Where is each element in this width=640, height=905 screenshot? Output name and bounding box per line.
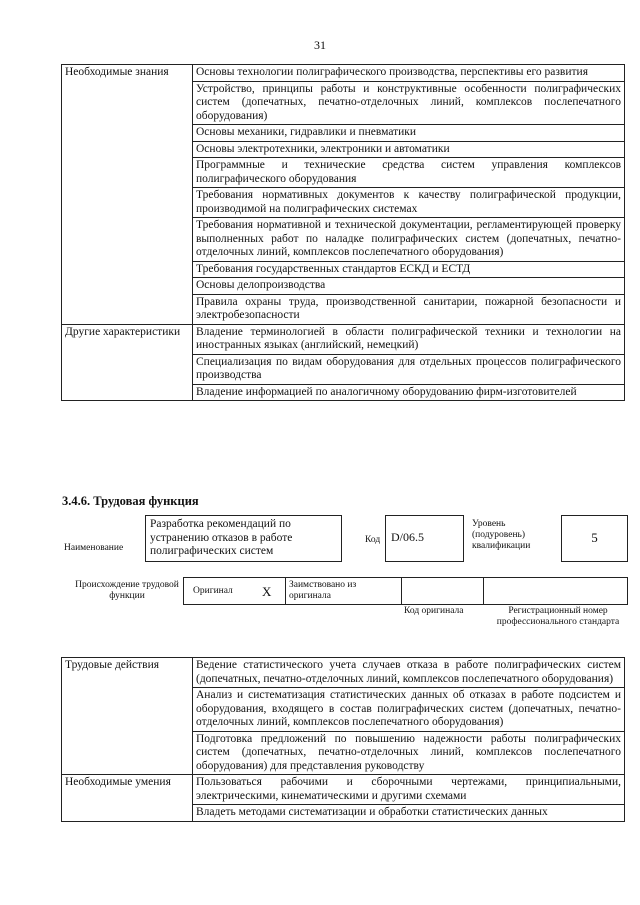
reg-number-label: Регистрационный номер профессионального стандарта — [496, 606, 620, 627]
table-cell: Подготовка предложений по повышению надежности работы полиграфических систем (допечатных, печатно-отделочных линий, комплексов послепечатного оборудования) для представления руководству — [193, 731, 625, 775]
row-label-actions: Трудовые действия — [62, 658, 193, 775]
table-row — [62, 658, 625, 688]
borrowed-cell — [285, 577, 402, 605]
original-cell — [183, 577, 286, 605]
table-cell: Программные и технические средства систем управления комплексов полиграфического оборудования — [193, 158, 625, 188]
table-cell: Основы электротехники, электроники и автоматики — [193, 141, 625, 158]
page-number: 31 — [314, 38, 326, 52]
section-heading: 3.4.6. Трудовая функция — [62, 494, 199, 508]
code-value: D/06.5 — [385, 515, 464, 562]
table-cell: Правила охраны труда, производственной санитарии, пожарной безопасности и электробезопасности — [193, 294, 625, 324]
original-mark: X — [262, 584, 272, 599]
table-cell: Требования государственных стандартов ЕСКД и ЕСТД — [193, 261, 625, 278]
row-label-knowledge: Необходимые знания — [62, 65, 193, 325]
code-original-label: Код оригинала — [404, 606, 464, 616]
actions-table — [61, 657, 625, 822]
table-cell: Ведение статистического учета случаев отказа в работе полиграфических систем (допечатных, печатно-отделочных линий, комплексов послепечатного оборудования) — [193, 658, 625, 688]
borrowed-label: Заимствовано из оригинала — [289, 580, 357, 601]
level-label: Уровень (подуровень) квалификации — [472, 519, 531, 551]
table-cell: Пользоваться рабочими и сборочными чертежами, принципиальными, электрическими, кинематическими и другими схемами — [193, 775, 625, 805]
reg-number-cell — [483, 577, 628, 605]
table-cell: Анализ и систематизация статистических данных об отказах в работе подсистем и оборудования, входящего в состав полиграфических систем (допечатных, печатно-отделочных линий, комплексов послепечатного оборудования) — [193, 688, 625, 732]
table-row — [62, 65, 625, 82]
code-label: Код — [365, 535, 381, 545]
original-label: Оригинал — [193, 586, 233, 596]
table-cell: Основы делопроизводства — [193, 278, 625, 295]
origin-label: Происхождение трудовой функции — [75, 580, 179, 601]
table-cell: Владение информацией по аналогичному оборудованию фирм-изготовителей — [193, 384, 625, 401]
name-value: Разработка рекомендаций по устранению отказов в работе полиграфических систем — [145, 515, 342, 562]
table-row — [62, 324, 625, 354]
name-label: Наименование — [64, 543, 124, 553]
table-cell: Основы механики, гидравлики и пневматики — [193, 125, 625, 142]
table-cell: Владеть методами систематизации и обработки статистических данных — [193, 805, 625, 822]
code-original-cell — [401, 577, 484, 605]
level-value: 5 — [561, 515, 628, 562]
table-cell: Требования нормативных документов к качеству полиграфической продукции, производимой на полиграфических системах — [193, 188, 625, 218]
table-cell: Владение терминологией в области полиграфической техники и технологии на иностранных языках (английский, немецкий) — [193, 324, 625, 354]
knowledge-table — [61, 64, 625, 401]
table-row — [62, 775, 625, 805]
table-cell: Устройство, принципы работы и конструктивные особенности полиграфических систем (допечатных, печатно-отделочных линий, комплексов послепечатного оборудования) — [193, 81, 625, 125]
row-label-other: Другие характеристики — [62, 324, 193, 401]
table-cell: Специализация по видам оборудования для отдельных процессов полиграфического производства — [193, 354, 625, 384]
table-cell: Основы технологии полиграфического производства, перспективы его развития — [193, 65, 625, 82]
row-label-skills: Необходимые умения — [62, 775, 193, 822]
table-cell: Требования нормативной и технической документации, регламентирующей проверку выполненных работ по наладке полиграфических систем (допечатных, печатно-отделочных линий, комплексов послепечатного оборудования) — [193, 218, 625, 262]
